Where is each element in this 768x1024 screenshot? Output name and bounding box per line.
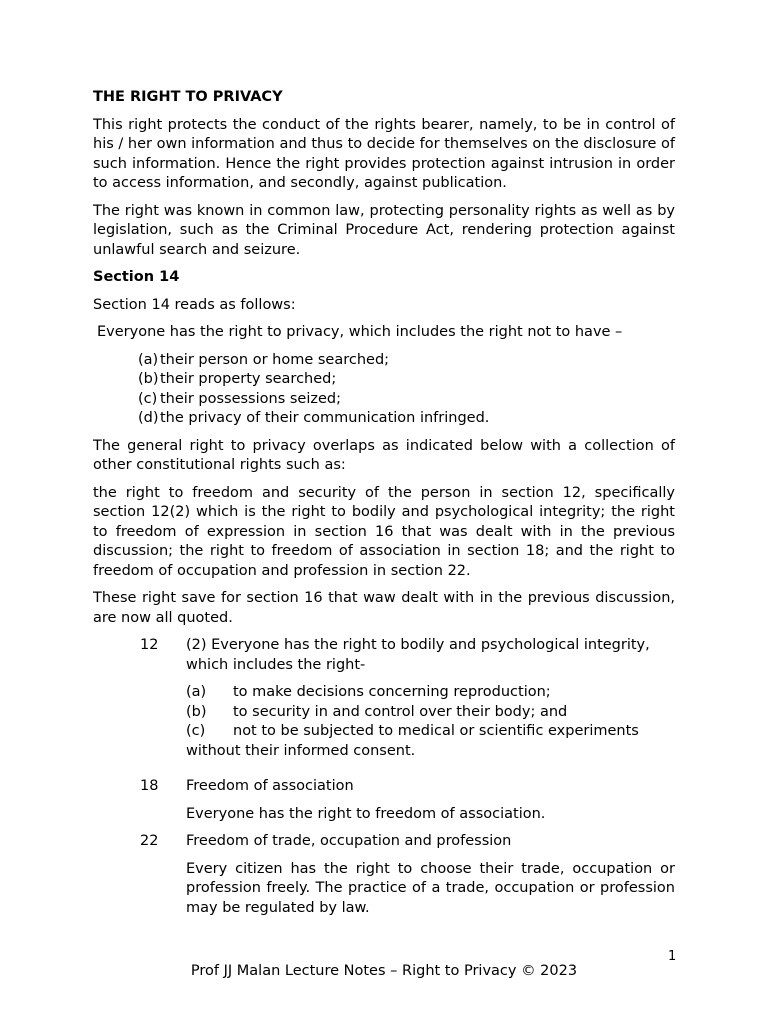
- section-22-clause: [93, 832, 675, 918]
- clause-number: 12: [140, 637, 159, 653]
- clause-number: 18: [140, 778, 159, 794]
- list-item: [138, 351, 675, 371]
- list-item: [138, 370, 675, 390]
- paragraph-definition: This right protects the conduct of the rights bearer, namely, to be in control of his / her own information and thus to decide for themselves on the disclosure of such information. Hence the right provides protection against intrusion in order to access information, and secondly, against publication.: [93, 116, 675, 191]
- list-item-text: their property searched;: [160, 371, 337, 387]
- clause-heading: Freedom of association: [186, 778, 354, 794]
- clause-text: Everyone has the right to freedom of association.: [186, 805, 546, 822]
- clause-text: (2) Everyone has the right to bodily and psychological integrity, which includes the right-: [186, 637, 650, 673]
- sub-item-label: (a): [186, 684, 207, 700]
- paragraph-quoted: These right save for section 16 that waw dealt with in the previous discussion, are now all quoted.: [93, 590, 675, 626]
- section-heading: Section 14: [93, 269, 180, 285]
- sub-item-text: not to be subjected to medical or scientific experiments without their informed consent.: [186, 723, 639, 759]
- list-item-label: (d): [138, 410, 159, 426]
- section-intro: Section 14 reads as follows:: [93, 296, 296, 313]
- page-footer: Prof JJ Malan Lecture Notes – Right to Privacy © 2023: [190, 963, 578, 979]
- clause-body: [186, 832, 675, 918]
- clause-number: 22: [140, 833, 159, 849]
- paragraph-overlap: The general right to privacy overlaps as indicated below with a collection of other constitutional rights such as:: [93, 437, 675, 473]
- list-item-text: their possessions seized;: [160, 390, 341, 407]
- sub-item-text: to security in and control over their body; and: [233, 703, 568, 720]
- list-item-text: their person or home searched;: [160, 351, 390, 368]
- clause-text: Every citizen has the right to choose their trade, occupation or profession freely. The practice of a trade, occupation or profession may be regulated by law.: [186, 860, 675, 916]
- paragraph-related-rights: the right to freedom and security of the person in section 12, specifically section 12(2) which is the right to bodily and psychological integrity; the right to freedom of expression in section 16 that was dealt with in the previous discussion; the right to freedom of association in section 18; and the right to freedom of occupation and profession in section 22.: [93, 484, 675, 579]
- page-number: 1: [668, 949, 677, 964]
- page-title: THE RIGHT TO PRIVACY: [93, 89, 283, 105]
- sub-item-label: (c): [186, 723, 206, 739]
- sub-item-text: to make decisions concerning reproduction;: [233, 684, 551, 700]
- clause-body: [186, 636, 675, 769]
- right-statement: Everyone has the right to privacy, which includes the right not to have –: [97, 324, 623, 340]
- clause-body: [186, 777, 675, 824]
- sub-item: [186, 703, 675, 723]
- list-item-label: (c): [138, 390, 158, 407]
- list-item: [138, 409, 675, 429]
- section-18-clause: [93, 777, 675, 824]
- list-item-text: the privacy of their communication infringed.: [160, 410, 490, 426]
- document-body: [93, 88, 675, 926]
- list-item-label: (a): [138, 351, 159, 368]
- privacy-list: [138, 351, 675, 429]
- sub-item: [186, 683, 675, 703]
- paragraph-common-law: The right was known in common law, protecting personality rights as well as by legislation, such as the Criminal Procedure Act, rendering protection against unlawful search and seizure.: [93, 202, 675, 258]
- list-item: [138, 390, 675, 410]
- sub-item-label: (b): [186, 703, 207, 720]
- list-item-label: (b): [138, 371, 159, 387]
- section-12-clause: [93, 636, 675, 769]
- clause-heading: Freedom of trade, occupation and profession: [186, 833, 512, 849]
- sub-item: [186, 722, 675, 761]
